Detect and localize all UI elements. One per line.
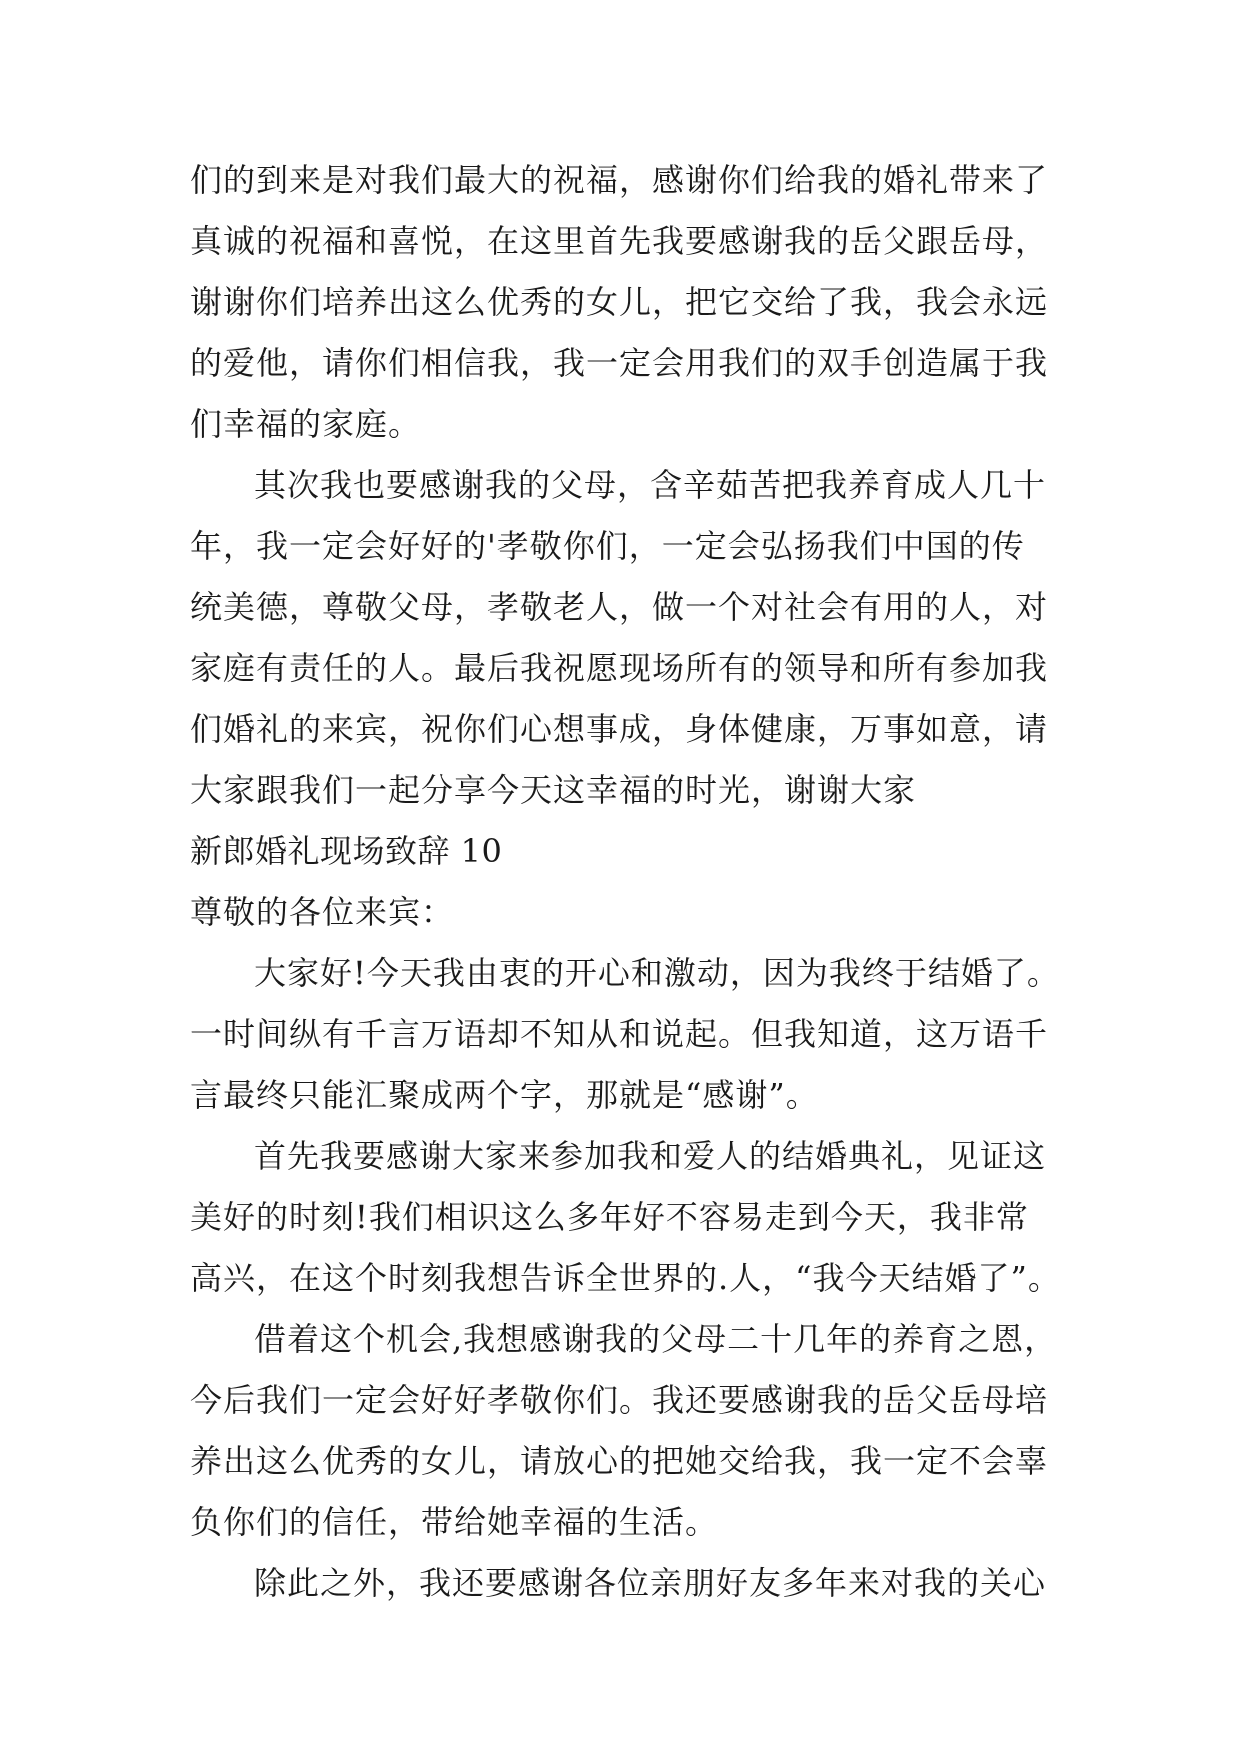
paragraph-line: 高兴，在这个时刻我想告诉全世界的.人，“我今天结婚了”。: [190, 1259, 1061, 1297]
paragraph-line: 统美德，尊敬父母，孝敬老人，做一个对社会有用的人，对: [190, 588, 1049, 626]
paragraph-line: 言最终只能汇聚成两个字，那就是“感谢”。: [190, 1076, 819, 1114]
paragraph-first-line: 首先我要感谢大家来参加我和爱人的结婚典礼，见证这: [254, 1137, 1047, 1175]
paragraph-line: 们幸福的家庭。: [190, 405, 422, 443]
paragraph-first-line: 除此之外，我还要感谢各位亲朋好友多年来对我的关心: [254, 1564, 1047, 1602]
paragraph-line: 今后我们一定会好好孝敬你们。我还要感谢我的岳父岳母培: [190, 1381, 1049, 1419]
paragraph-first-line: 借着这个机会,我想感谢我的父母二十几年的养育之恩，: [254, 1320, 1058, 1358]
paragraph-line: 家庭有责任的人。最后我祝愿现场所有的领导和所有参加我: [190, 649, 1049, 687]
paragraph-line: 们的到来是对我们最大的祝福，感谢你们给我的婚礼带来了: [190, 161, 1049, 199]
paragraph-line: 美好的时刻!我们相识这么多年好不容易走到今天，我非常: [190, 1198, 1029, 1236]
paragraph-line: 年，我一定会好好的'孝敬你们，一定会弘扬我们中国的传: [190, 527, 1025, 565]
document-body: [190, 150, 1060, 1614]
paragraph-line: 养出这么优秀的女儿，请放心的把她交给我，我一定不会辜: [190, 1442, 1049, 1480]
salutation: 尊敬的各位来宾：: [190, 893, 455, 931]
paragraph-line: 们婚礼的来宾，祝你们心想事成，身体健康，万事如意，请: [190, 710, 1049, 748]
paragraph-first-line: 大家好!今天我由衷的开心和激动，因为我终于结婚了。: [254, 954, 1060, 992]
paragraph-first-line: 其次我也要感谢我的父母，含辛茹苦把我养育成人几十: [254, 466, 1047, 504]
paragraph-line: 真诚的祝福和喜悦，在这里首先我要感谢我的岳父跟岳母，: [190, 222, 1049, 260]
paragraph-line: 的爱他，请你们相信我，我一定会用我们的双手创造属于我: [190, 344, 1049, 382]
paragraph-line: 负你们的信任，带给她幸福的生活。: [190, 1503, 719, 1541]
section-heading: 新郎婚礼现场致辞 10: [190, 832, 503, 870]
paragraph-line: 谢谢你们培养出这么优秀的女儿，把它交给了我，我会永远: [190, 283, 1049, 321]
paragraph-line: 大家跟我们一起分享今天这幸福的时光，谢谢大家: [190, 771, 917, 809]
paragraph-line: 一时间纵有千言万语却不知从和说起。但我知道，这万语千: [190, 1015, 1049, 1053]
